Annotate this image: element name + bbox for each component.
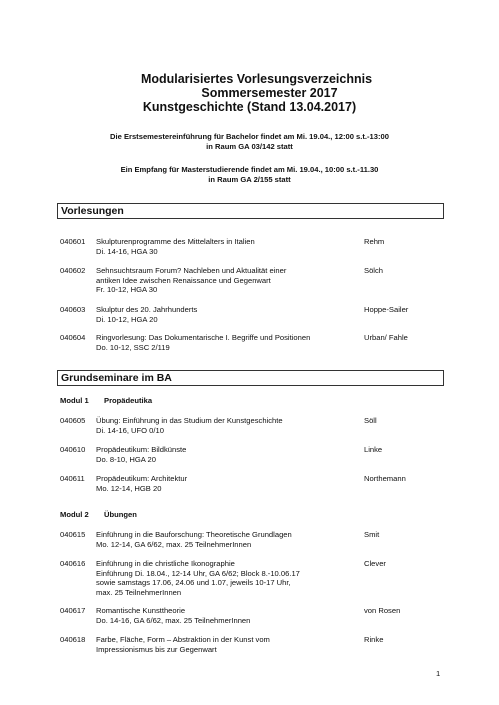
course-details: Mo. 12-14, HGB 20 (96, 483, 162, 493)
title-line-2: Sommersemester 2017 (201, 86, 338, 100)
course-code: 040602 (60, 266, 86, 275)
course-details: Fr. 10-12, HGA 30 (96, 285, 158, 295)
course-code: 040603 (60, 305, 86, 314)
notice-line: in Raum GA 03/142 statt (206, 141, 293, 151)
course-title: Sehnsuchtsraum Forum? Nachleben und Aktualität einer (96, 266, 287, 275)
course-body (96, 305, 356, 324)
course-code: 040601 (60, 237, 86, 246)
course-lecturer: Hoppe-Sailer (364, 305, 409, 314)
course-title: Romantische Kunsttheorie (96, 606, 186, 615)
notice-master (0, 165, 499, 184)
notice-line: Die Erstsemestereinführung für Bachelor findet am Mi. 19.04., 12:00 s.t.-13:00 (110, 132, 389, 141)
course-lecturer: Northemann (364, 474, 406, 483)
course-title: Einführung in die Bauforschung: Theoretische Grundlagen (96, 530, 292, 539)
notice-line: in Raum GA 2/155 statt (208, 174, 291, 184)
course-code: 040611 (60, 474, 85, 483)
document-header (0, 72, 499, 114)
course-code: 040616 (60, 559, 86, 568)
course-code: 040618 (60, 635, 86, 644)
course-lecturer: Linke (364, 445, 383, 454)
title-line-1: Modularisiertes Vorlesungsverzeichnis (140, 72, 373, 86)
course-body (96, 416, 356, 435)
course-lecturer: Smit (364, 530, 380, 539)
course-lecturer: Clever (364, 559, 386, 568)
course-title: antiken Idee zwischen Renaissance und Gegenwart (96, 275, 271, 285)
page-number: 1 (436, 669, 441, 678)
course-title: Übung: Einführung in das Studium der Kunstgeschichte (96, 416, 283, 425)
course-lecturer: Urban/ Fahle (364, 333, 408, 342)
course-title: Einführung in die christliche Ikonographie (96, 559, 235, 568)
course-body (96, 445, 356, 464)
course-code: 040610 (60, 445, 86, 454)
course-lecturer: Rinke (364, 635, 384, 644)
course-details: Einführung Di. 18.04., 12-14 Uhr, GA 6/62; Block 8.-10.06.17 (96, 568, 300, 578)
course-body (96, 266, 356, 295)
course-title: Skulptur des 20. Jahrhunderts (96, 305, 198, 314)
module-heading-1 (60, 396, 152, 405)
course-details: Di. 14-16, HGA 30 (96, 246, 158, 256)
title-line-3: Kunstgeschichte (Stand 13.04.2017) (142, 100, 357, 114)
module-name: Propädeutika (104, 396, 153, 405)
course-body (96, 474, 356, 493)
course-body (96, 635, 356, 654)
notice-line: Ein Empfang für Masterstudierende findet am Mi. 19.04., 10:00 s.t.-11.30 (120, 165, 379, 174)
course-title: Propädeutikum: Bildkünste (96, 445, 187, 454)
module-number: Modul 1 (60, 396, 89, 405)
course-lecturer: von Rosen (364, 606, 401, 615)
course-code: 040605 (60, 416, 86, 425)
course-details: Do. 10-12, SSC 2/119 (96, 342, 170, 352)
course-body (96, 237, 356, 256)
course-title: Propädeutikum: Architektur (96, 474, 188, 483)
course-lecturer: Söll (364, 416, 377, 425)
course-details: Do. 8-10, HGA 20 (96, 454, 156, 464)
course-code: 040617 (60, 606, 86, 615)
notice-bachelor (0, 132, 499, 151)
course-body (96, 333, 356, 352)
course-details: max. 25 TeilnehmerInnen (96, 587, 182, 597)
section-header-grundseminare: Grundseminare im BA (57, 370, 444, 386)
course-title: Skulpturenprogramme des Mittelalters in Italien (96, 237, 255, 246)
course-code: 040615 (60, 530, 86, 539)
course-title: Ringvorlesung: Das Dokumentarische I. Begriffe und Positionen (96, 333, 311, 342)
course-title: Farbe, Fläche, Form – Abstraktion in der Kunst vom (96, 635, 270, 644)
course-details: sowie samstags 17.06, 24.06 und 1.07, jeweils 10-17 Uhr, (96, 578, 291, 588)
course-details: Mo. 12-14, GA 6/62, max. 25 TeilnehmerInnen (96, 539, 252, 549)
course-body (96, 530, 356, 549)
module-heading-2 (60, 510, 137, 519)
course-body (96, 559, 356, 597)
course-details: Do. 14-16, GA 6/62, max. 25 TeilnehmerInnen (96, 615, 251, 625)
course-lecturer: Rehm (364, 237, 385, 246)
section-header-vorlesungen: Vorlesungen (57, 203, 444, 219)
course-details: Di. 14-16, UFO 0/10 (96, 425, 164, 435)
course-details: Di. 10-12, HGA 20 (96, 314, 158, 324)
module-name: Übungen (104, 510, 137, 519)
course-body (96, 606, 356, 625)
course-title: Impressionismus bis zur Gegenwart (96, 644, 217, 654)
course-lecturer: Sölch (364, 266, 383, 275)
course-code: 040604 (60, 333, 86, 342)
module-number: Modul 2 (60, 510, 89, 519)
